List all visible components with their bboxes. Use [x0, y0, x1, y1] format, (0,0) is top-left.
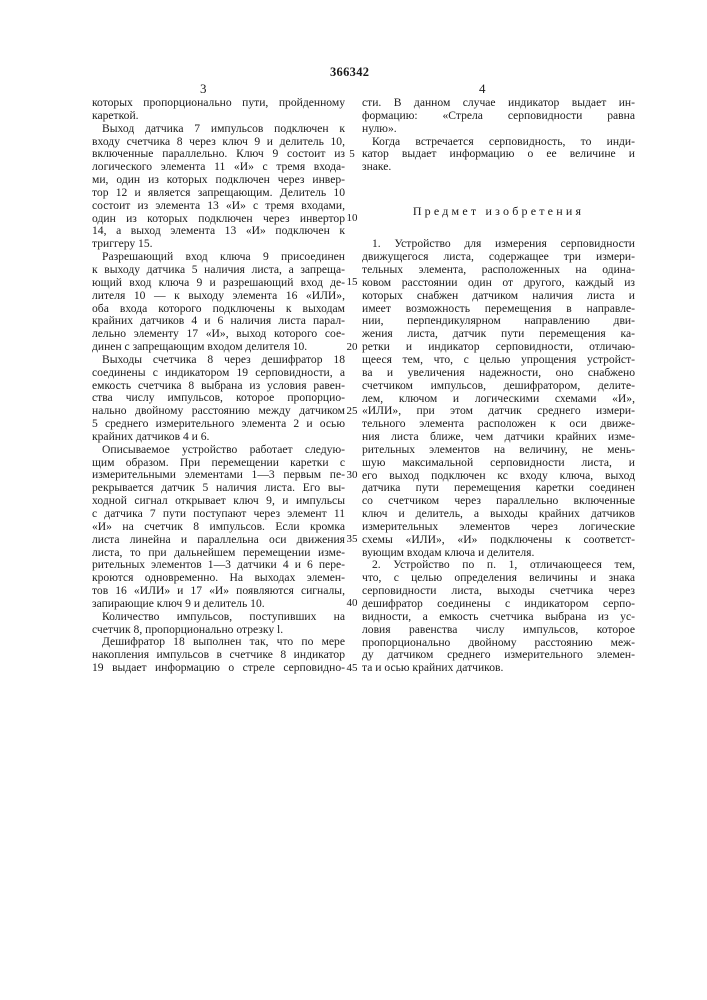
- text-line: знаке.: [362, 161, 635, 174]
- text-line: кроются одновременно. На выходах элемен-: [92, 572, 345, 585]
- text-line: ходной сигнал открывает ключ 9, и импульсы: [92, 495, 345, 508]
- text-line: рекрывается датчик 5 наличия листа. Его вы-: [92, 482, 345, 495]
- text-line: рительных элементов 1—3 датчики 4 и 6 пере-: [92, 559, 345, 572]
- text-line: счетчиком импульсов, дешифратором, делите-: [362, 380, 635, 393]
- text-line: Выход датчика 7 импульсов подключен к: [92, 123, 345, 136]
- text-line: движущегося листа, содержащее три измери-: [362, 251, 635, 264]
- text-line: крайних датчиков 4 и 6 наличия листа парал-: [92, 315, 345, 328]
- text-line: 1. Устройство для измерения серповидности: [362, 238, 635, 251]
- text-line: включенные параллельно. Ключ 9 состоит из: [92, 148, 345, 161]
- text-line: ретки и индикатор серповидности, отличаю-: [362, 341, 635, 354]
- text-line: кареткой.: [92, 110, 345, 123]
- line-number: 45: [340, 662, 364, 674]
- text-line: листа линейна и параллельна оси движения: [92, 534, 345, 547]
- claims-section: [362, 238, 635, 675]
- text-line: тельных элемента, расположенных на одина-: [362, 264, 635, 277]
- text-line: «И» на счетчик 8 импульсов. Если кромка: [92, 521, 345, 534]
- text-line: со счетчиком через параллельно включенные: [362, 495, 635, 508]
- line-number: 25: [340, 405, 364, 417]
- text-line: вующим входам ключа и делителя.: [362, 547, 635, 560]
- text-line: динен с запрещающим входом делителя 10.: [92, 341, 345, 354]
- text-line: катор выдает информацию о ее величине и: [362, 148, 635, 161]
- text-line: ковом расстоянии один от другого, каждый из: [362, 277, 635, 290]
- text-line: нии, перпендикулярном направлению дви-: [362, 315, 635, 328]
- text-line: дешифратор соединены с индикатором серпо-: [362, 598, 635, 611]
- text-line: ства числу импульсов, которое пропорцио-: [92, 392, 345, 405]
- text-line: измерительными элементами 1—3 первым пе-: [92, 469, 345, 482]
- text-line: с датчика 7 пути поступают через элемент 11: [92, 508, 345, 521]
- text-line: 19 выдает информацию о стреле серповидно-: [92, 662, 345, 675]
- text-line: тов 16 «ИЛИ» и 17 «И» появляются сигналы,: [92, 585, 345, 598]
- page-number-right: 4: [479, 81, 486, 97]
- text-line: нулю».: [362, 123, 635, 136]
- text-line: триггеру 15.: [92, 238, 345, 251]
- text-line: серповидности листа, выходы счетчика через: [362, 585, 635, 598]
- text-line: имеет возможность перемещения в направле-: [362, 303, 635, 316]
- line-number: 30: [340, 469, 364, 481]
- text-line: Когда встречается серповидность, то инди-: [362, 136, 635, 149]
- claims-heading: Предмет изобретения: [362, 204, 635, 219]
- text-line: та и осью крайних датчиков.: [362, 662, 635, 675]
- text-line: логического элемента 11 «И» с тремя входа-: [92, 161, 345, 174]
- text-line: «ИЛИ», при этом датчик среднего измери-: [362, 405, 635, 418]
- text-line: датчика пути перемещения каретки соединен: [362, 482, 635, 495]
- line-number: 35: [340, 533, 364, 545]
- text-line: формацию: «Стрела серповидности равна: [362, 110, 635, 123]
- text-line: лем, ключом и логическими схемами «И»,: [362, 393, 635, 406]
- text-line: лителя 10 — к выходу элемента 16 «ИЛИ»,: [92, 290, 345, 303]
- text-line: Разрешающий вход ключа 9 присоединен: [92, 251, 345, 264]
- text-line: один из которых подключен через инвертор: [92, 213, 345, 226]
- text-line: Выходы счетчика 8 через дешифратор 18: [92, 354, 345, 367]
- text-line: соединены с индикатором 19 серповидности, а: [92, 367, 345, 380]
- text-line: емкость счетчика 8 выбрана из условия равен-: [92, 380, 345, 393]
- text-line: 5 среднего измерительного элемента 2 и осью: [92, 418, 345, 431]
- text-line: его выход подключен кс входу ключа, выход: [362, 470, 635, 483]
- text-line: Количество импульсов, поступивших на: [92, 611, 345, 624]
- line-number: 5: [340, 148, 364, 160]
- right-column-description: [362, 97, 635, 174]
- text-line: которых пропорционально пути, пройденному: [92, 97, 345, 110]
- text-line: Описываемое устройство работает следую-: [92, 444, 345, 457]
- text-line: видности, а емкость счетчика выбрана из ус-: [362, 611, 635, 624]
- text-line: ловия равенства числу импульсов, которое: [362, 624, 635, 637]
- text-line: измерительных элементов через логические: [362, 521, 635, 534]
- text-line: ми, один из которых подключен через инвер-: [92, 174, 345, 187]
- text-line: щим образом. При перемещении каретки с: [92, 457, 345, 470]
- text-line: 14, а выход элемента 13 «И» подключен к: [92, 225, 345, 238]
- text-line: запирающие ключ 9 и делитель 10.: [92, 598, 345, 611]
- text-line: накопления импульсов в счетчике 8 индикатор: [92, 649, 345, 662]
- line-number: 20: [340, 341, 364, 353]
- line-number: 10: [340, 212, 364, 224]
- text-line: сти. В данном случае индикатор выдает ин-: [362, 97, 635, 110]
- text-line: схемы «ИЛИ», «И» подключены к соответст-: [362, 534, 635, 547]
- left-column: [92, 97, 345, 675]
- text-line: ва и увеличения надежности, оно снабжено: [362, 367, 635, 380]
- text-line: ния листа ближе, чем датчики крайних изме-: [362, 431, 635, 444]
- text-line: тор 12 и является запрещающим. Делитель 10: [92, 187, 345, 200]
- page-number-left: 3: [200, 81, 207, 97]
- text-line: листа, то при дальнейшем перемещении изме-: [92, 547, 345, 560]
- text-line: жения листа, датчик пути перемещения ка-: [362, 328, 635, 341]
- text-line: щееся тем, что, с целью упрощения устройст-: [362, 354, 635, 367]
- text-line: входу счетчика 8 через ключ 9 и делитель 10,: [92, 136, 345, 149]
- text-line: рительных элементов на величину, не мень-: [362, 444, 635, 457]
- text-line: крайних датчиков 4 и 6.: [92, 431, 345, 444]
- text-line: оба входа которого подключены к выходам: [92, 303, 345, 316]
- text-line: Дешифратор 18 выполнен так, что по мере: [92, 636, 345, 649]
- text-line: нально двойному расстоянию между датчиком: [92, 405, 345, 418]
- line-number: 40: [340, 597, 364, 609]
- text-line: ющий вход ключа 9 и разрешающий вход де-: [92, 277, 345, 290]
- text-line: к выходу датчика 5 наличия листа, а запреща-: [92, 264, 345, 277]
- text-line: которых снабжен датчиком наличия листа и: [362, 290, 635, 303]
- text-line: что, с целью определения величины и знака: [362, 572, 635, 585]
- text-line: шую максимальной серповидности листа, и: [362, 457, 635, 470]
- patent-number: 366342: [330, 65, 369, 80]
- text-line: состоит из элемента 13 «И» с тремя входами,: [92, 200, 345, 213]
- text-line: 2. Устройство по п. 1, отличающееся тем,: [362, 559, 635, 572]
- text-line: лельно элементу 17 «И», выход которого сое-: [92, 328, 345, 341]
- text-line: ключ и делитель, а выходы крайних датчиков: [362, 508, 635, 521]
- text-line: пропорционально двойному расстоянию меж-: [362, 637, 635, 650]
- text-line: тельного элемента расположен к оси движе-: [362, 418, 635, 431]
- text-line: ду датчиком среднего измерительного элемен-: [362, 649, 635, 662]
- line-number: 15: [340, 276, 364, 288]
- text-line: счетчик 8, пропорционально отрезку l.: [92, 624, 345, 637]
